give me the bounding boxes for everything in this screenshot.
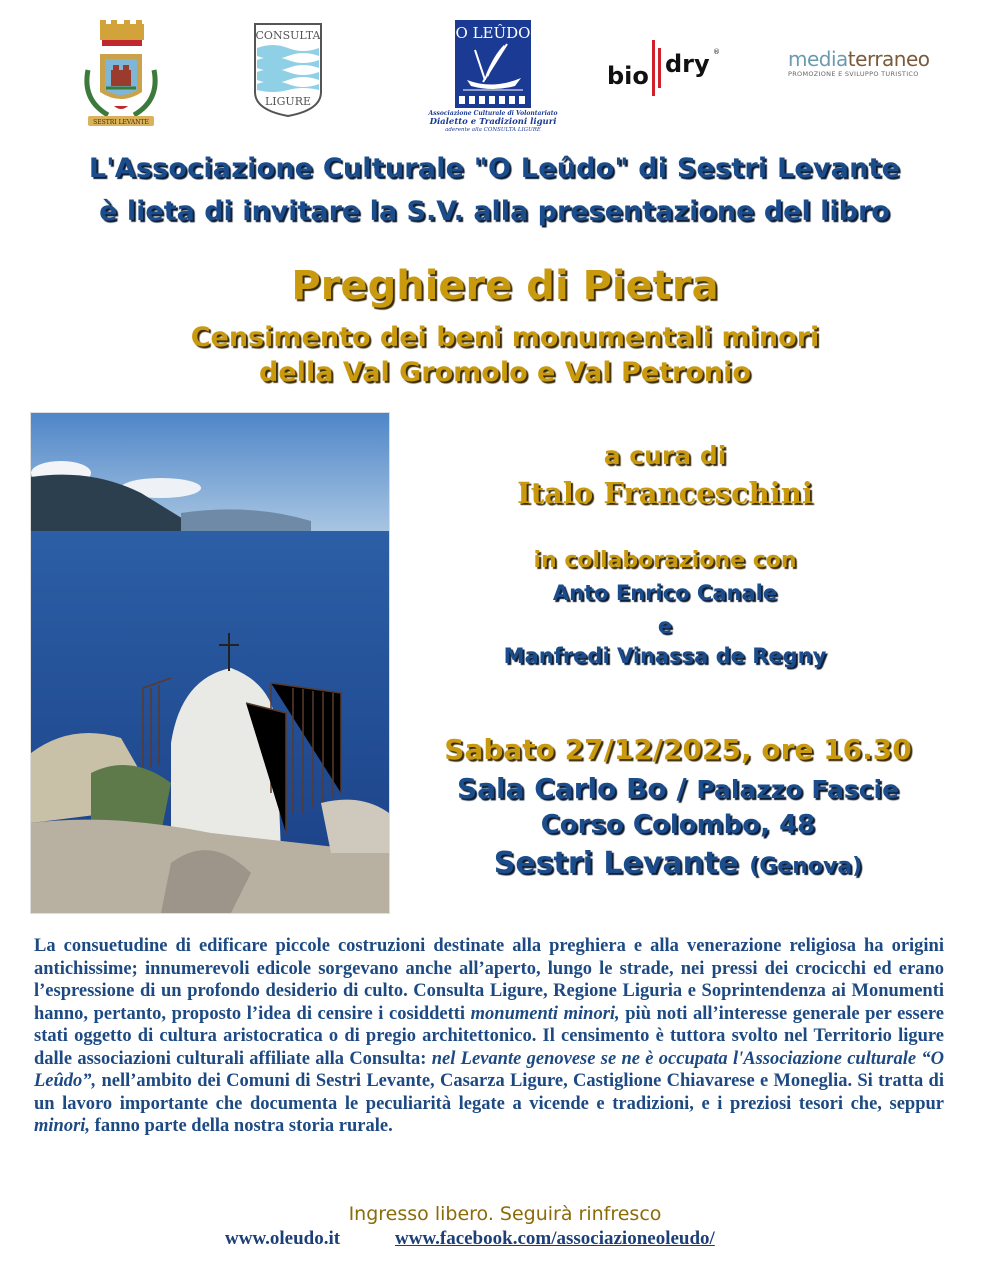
invitation-line-2: è lieta di invitare la S.V. alla presentazione del libro [99,196,890,227]
event-address: Corso Colombo, 48 [540,810,816,840]
description-text-4: fanno parte della nostra storia rurale. [90,1116,393,1136]
consulta-ligure-shield-icon [253,22,323,118]
venue-main: Sala Carlo Bo / [456,772,697,805]
biodry-logo [605,38,725,98]
event-venue [408,772,948,805]
city-name: Sestri Levante [493,846,739,881]
description-emphasis-3: minori, [34,1116,91,1136]
o-leudo-caption-line3: aderente alla CONSULTA LIGURE [445,127,541,133]
description-text-1: La consuetudine di edificare piccole costruzioni destinate alla preghiera e alla venerazione religiosa ha origini antichissime; innumerevoli edicole sorgevano anche all’aperto, lungo le strade, nei pressi dei crocicchi ed erano l’espressione di un profondo desiderio di culto. Consulta Ligure, Regione Liguria e Soprintendenza ai Monumenti hanno, pertanto, proposto l’idea di censire i cosiddetti [34,936,944,1024]
svg-text:O LEÛDO: O LEÛDO [455,24,531,42]
sestri-levante-coat-of-arms-icon [78,20,164,130]
facebook-link[interactable]: www.facebook.com/associazioneoleudo/ [395,1228,715,1249]
collaborator-2: Manfredi Vinassa de Regny [503,644,827,668]
mediaterraneo-tagline: PROMOZIONE E SVILUPPO TURISTICO [788,70,919,78]
biodry-registered-mark: ® [713,48,720,56]
biodry-bio-text: bio [607,62,649,90]
website-link[interactable]: www.oleudo.it [225,1228,341,1249]
biodry-red-bar-icon [652,40,655,96]
a-cura-di-label: a cura di [603,441,727,470]
svg-text:CONSULTA: CONSULTA [255,29,321,42]
event-city [408,846,948,881]
biodry-dry-text: dry [665,50,710,78]
venue-sub: Palazzo Fascie [696,775,900,804]
biodry-red-bar-icon [658,48,661,88]
author-name: Italo Franceschini [517,476,813,510]
mediaterraneo-terraneo-text: terraneo [847,47,930,71]
book-title: Preghiere di Pietra [291,263,719,309]
o-leudo-caption [418,110,568,133]
description-emphasis-1: monumenti minori, [470,1003,620,1024]
book-subtitle-line-2: della Val Gromolo e Val Petronio [259,357,751,388]
collaboration-label: in collaborazione con [533,548,797,573]
event-date-time: Sabato 27/12/2025, ore 16.30 [444,733,912,766]
o-leudo-caption-line2: Dialetto e Tradizioni liguri [429,117,557,127]
mediaterraneo-logo [788,48,938,78]
o-leudo-boat-logo-icon [455,20,531,108]
o-leudo-caption-line1: Associazione Culturale di Volontariato [428,110,558,117]
province-name: (Genova) [749,854,863,879]
svg-text:SESTRI LEVANTE: SESTRI LEVANTE [93,119,149,126]
mediaterraneo-media-text: media [788,47,848,71]
collaborator-conjunction: e [657,614,673,638]
free-entry-note: Ingresso libero. Seguirà rinfresco [348,1203,662,1225]
description-text-2: più noti all’interesse generale per essere stati oggetto di cultura aristocratica o di pregio architettonico. Il censimento è tuttora svolto nel Territorio ligure dalle associazioni culturali affiliate alla Consulta: [34,1003,945,1069]
description-text-3: nell’ambito dei Comuni di Sestri Levante, Casarza Ligure, Castiglione Chiavarese e Moneglia. Si tratta di un lavoro importante che documenta le peculiarità legate a vicende e tradizioni, e i preziosi tesori che, seppur [34,1071,944,1114]
collaborator-1: Anto Enrico Canale [552,581,778,605]
book-subtitle-line-1: Censimento dei beni monumentali minori [190,322,820,353]
svg-text:LIGURE: LIGURE [264,95,312,108]
description-emphasis-2: nel Levante genovese se ne è occupata l'Associazione culturale “O Leûdo”, [34,1048,944,1091]
invitation-line-1: L'Associazione Culturale "O Leûdo" di Sestri Levante [88,153,901,184]
description-paragraph [34,935,944,1138]
shrine-photo [30,412,390,914]
